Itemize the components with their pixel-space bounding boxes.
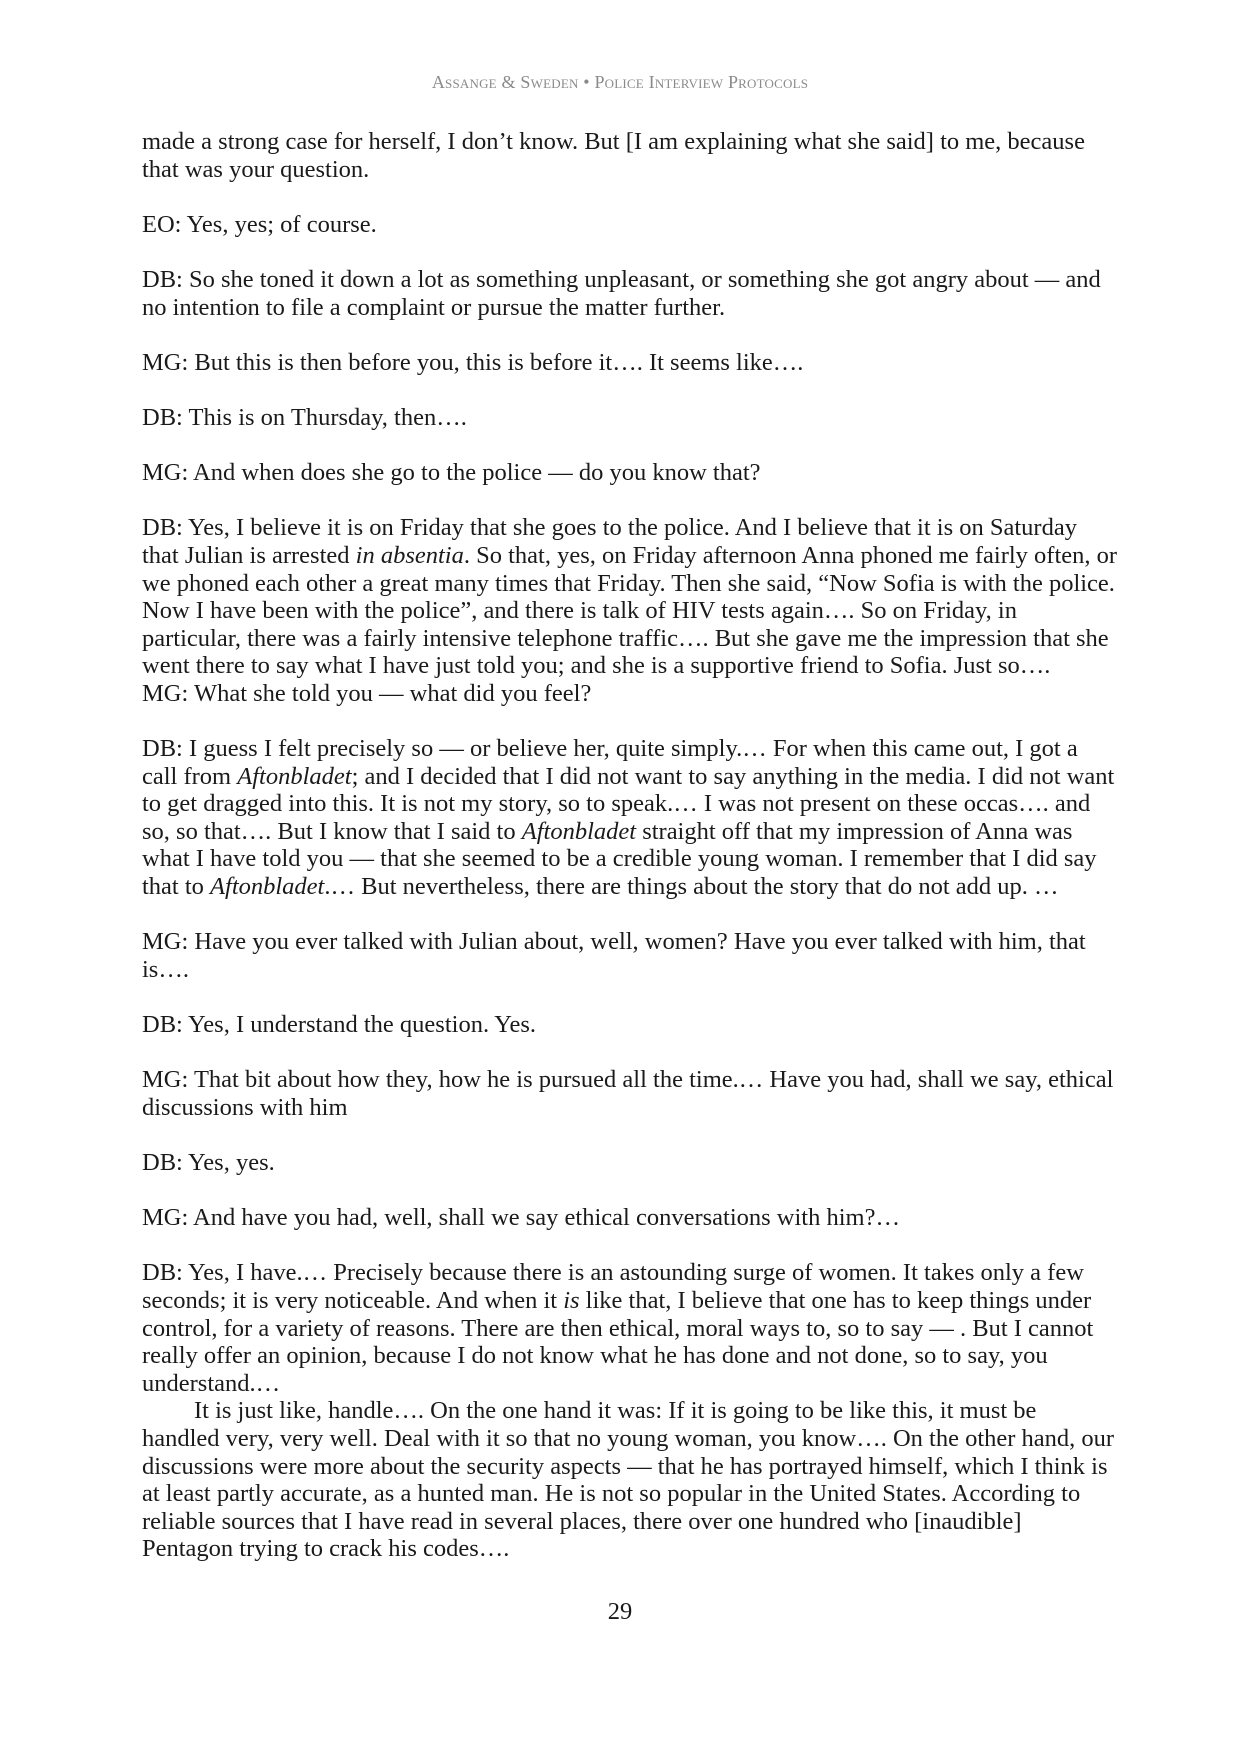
paragraph-text: MG: That bit about how they, how he is pursued all the time.… Have you had, shall we say, ethical discussions with him (142, 1066, 1114, 1121)
transcript-paragraph (142, 735, 1118, 901)
transcript-paragraph (142, 404, 1118, 432)
paragraph-text: like that, I believe that one has to keep things under control, for a variety of reasons. There are then ethical, moral ways to, so to say — . But I cannot really offer an opinion, because I do not know what he has done and not done, so to say, you understand.… (142, 1286, 1094, 1397)
running-head: Assange & Sweden • Police Interview Protocols (431, 72, 809, 92)
interview-transcript (142, 128, 1118, 1563)
paragraph-text: DB: Yes, I understand the question. Yes. (142, 1011, 537, 1038)
paragraph-text: straight off that my impression of Anna was what I have told you — that she seemed to be a credible young woman. I remember that I did say that to (142, 817, 1097, 901)
paragraph-text: MG: Have you ever talked with Julian about, well, women? Have you ever talked with him, that is…. (142, 928, 1086, 983)
paragraph-text: DB: This is on Thursday, then…. (142, 403, 467, 431)
transcript-paragraph (142, 928, 1118, 983)
paragraph-text: DB: Yes, I believe it is on Friday that she goes to the police. And I believe that it is on Saturday that Julian is arrested (142, 514, 1077, 569)
transcript-paragraph (142, 211, 1118, 239)
paragraph-text: DB: Yes, yes. (142, 1148, 275, 1176)
transcript-paragraph (142, 1204, 1118, 1232)
italic-text: Aftonbladet (237, 762, 352, 790)
italic-text: Aftonbladet (521, 817, 637, 845)
transcript-paragraph (142, 349, 1118, 377)
transcript-paragraph (142, 1397, 1118, 1563)
paragraph-text: ; and I decided that I did not want to say anything in the media. I did not want to get dragged into this. It is not my story, so to speak.… I was not present on these occas…. and so, so that…. But I know that I said to (142, 762, 1115, 845)
transcript-paragraph (142, 514, 1118, 680)
paragraph-text: .… But nevertheless, there are things about the story that do not add up. … (324, 873, 1059, 901)
italic-text: Aftonbladet (210, 873, 325, 901)
transcript-paragraph (142, 266, 1118, 321)
paragraph-text: DB: Yes, I have.… Precisely because there is an astounding surge of women. It takes only a few seconds; it is very noticeable. And when it (142, 1259, 1084, 1314)
transcript-paragraph (142, 1149, 1118, 1177)
paragraph-text: EO: Yes, yes; of course. (142, 210, 377, 238)
paragraph-text: MG: What she told you — what did you feel? (142, 679, 592, 707)
paragraph-text: DB: So she toned it down a lot as something unpleasant, or something she got angry about — and no intention to file a complaint or pursue the matter further. (142, 265, 1101, 321)
transcript-paragraph (142, 1259, 1118, 1397)
italic-text: in absentia (355, 541, 464, 569)
transcript-paragraph (142, 1066, 1118, 1121)
page-number: 29 (607, 1598, 633, 1625)
transcript-paragraph (142, 680, 1118, 708)
paragraph-text: made a strong case for herself, I don’t know. But [I am explaining what she said] to me, because that was your question. (142, 128, 1085, 183)
paragraph-text: . So that, yes, on Friday afternoon Anna phoned me fairly often, or we phoned each other a great many times that Friday. Then she said, “Now Sofia is with the police. Now I have been with the police”, and there is talk of HIV tests again…. So on Friday, in particular, there was a fairly intensive telephone traffic…. But she gave me the impression that she went there to say what I have just told you; and she is a supportive friend to Sofia. Just so…. (142, 541, 1118, 680)
italic-text: is (563, 1286, 580, 1314)
transcript-paragraph (142, 459, 1118, 487)
transcript-paragraph (142, 1011, 1118, 1039)
paragraph-text: MG: And when does she go to the police — do you know that? (142, 459, 761, 487)
paragraph-text: MG: But this is then before you, this is before it…. It seems like…. (142, 348, 804, 376)
paragraph-text: It is just like, handle…. On the one hand it was: If it is going to be like this, it must be handled very, very well. Deal with it so that no young woman, you know…. On the other hand, our discussions were more about the security aspects — that he has portrayed himself, which I think is at least partly accurate, as a hunted man. He is not so popular in the United States. According to reliable sources that I have read in several places, there over one hundred who [inaudible] Pentagon trying to crack his codes…. (142, 1397, 1115, 1563)
transcript-paragraph (142, 128, 1118, 183)
paragraph-text: DB: I guess I felt precisely so — or believe her, quite simply.… For when this came out, I got a call from (142, 735, 1078, 790)
paragraph-text: MG: And have you had, well, shall we say ethical conversations with him?… (142, 1204, 900, 1232)
